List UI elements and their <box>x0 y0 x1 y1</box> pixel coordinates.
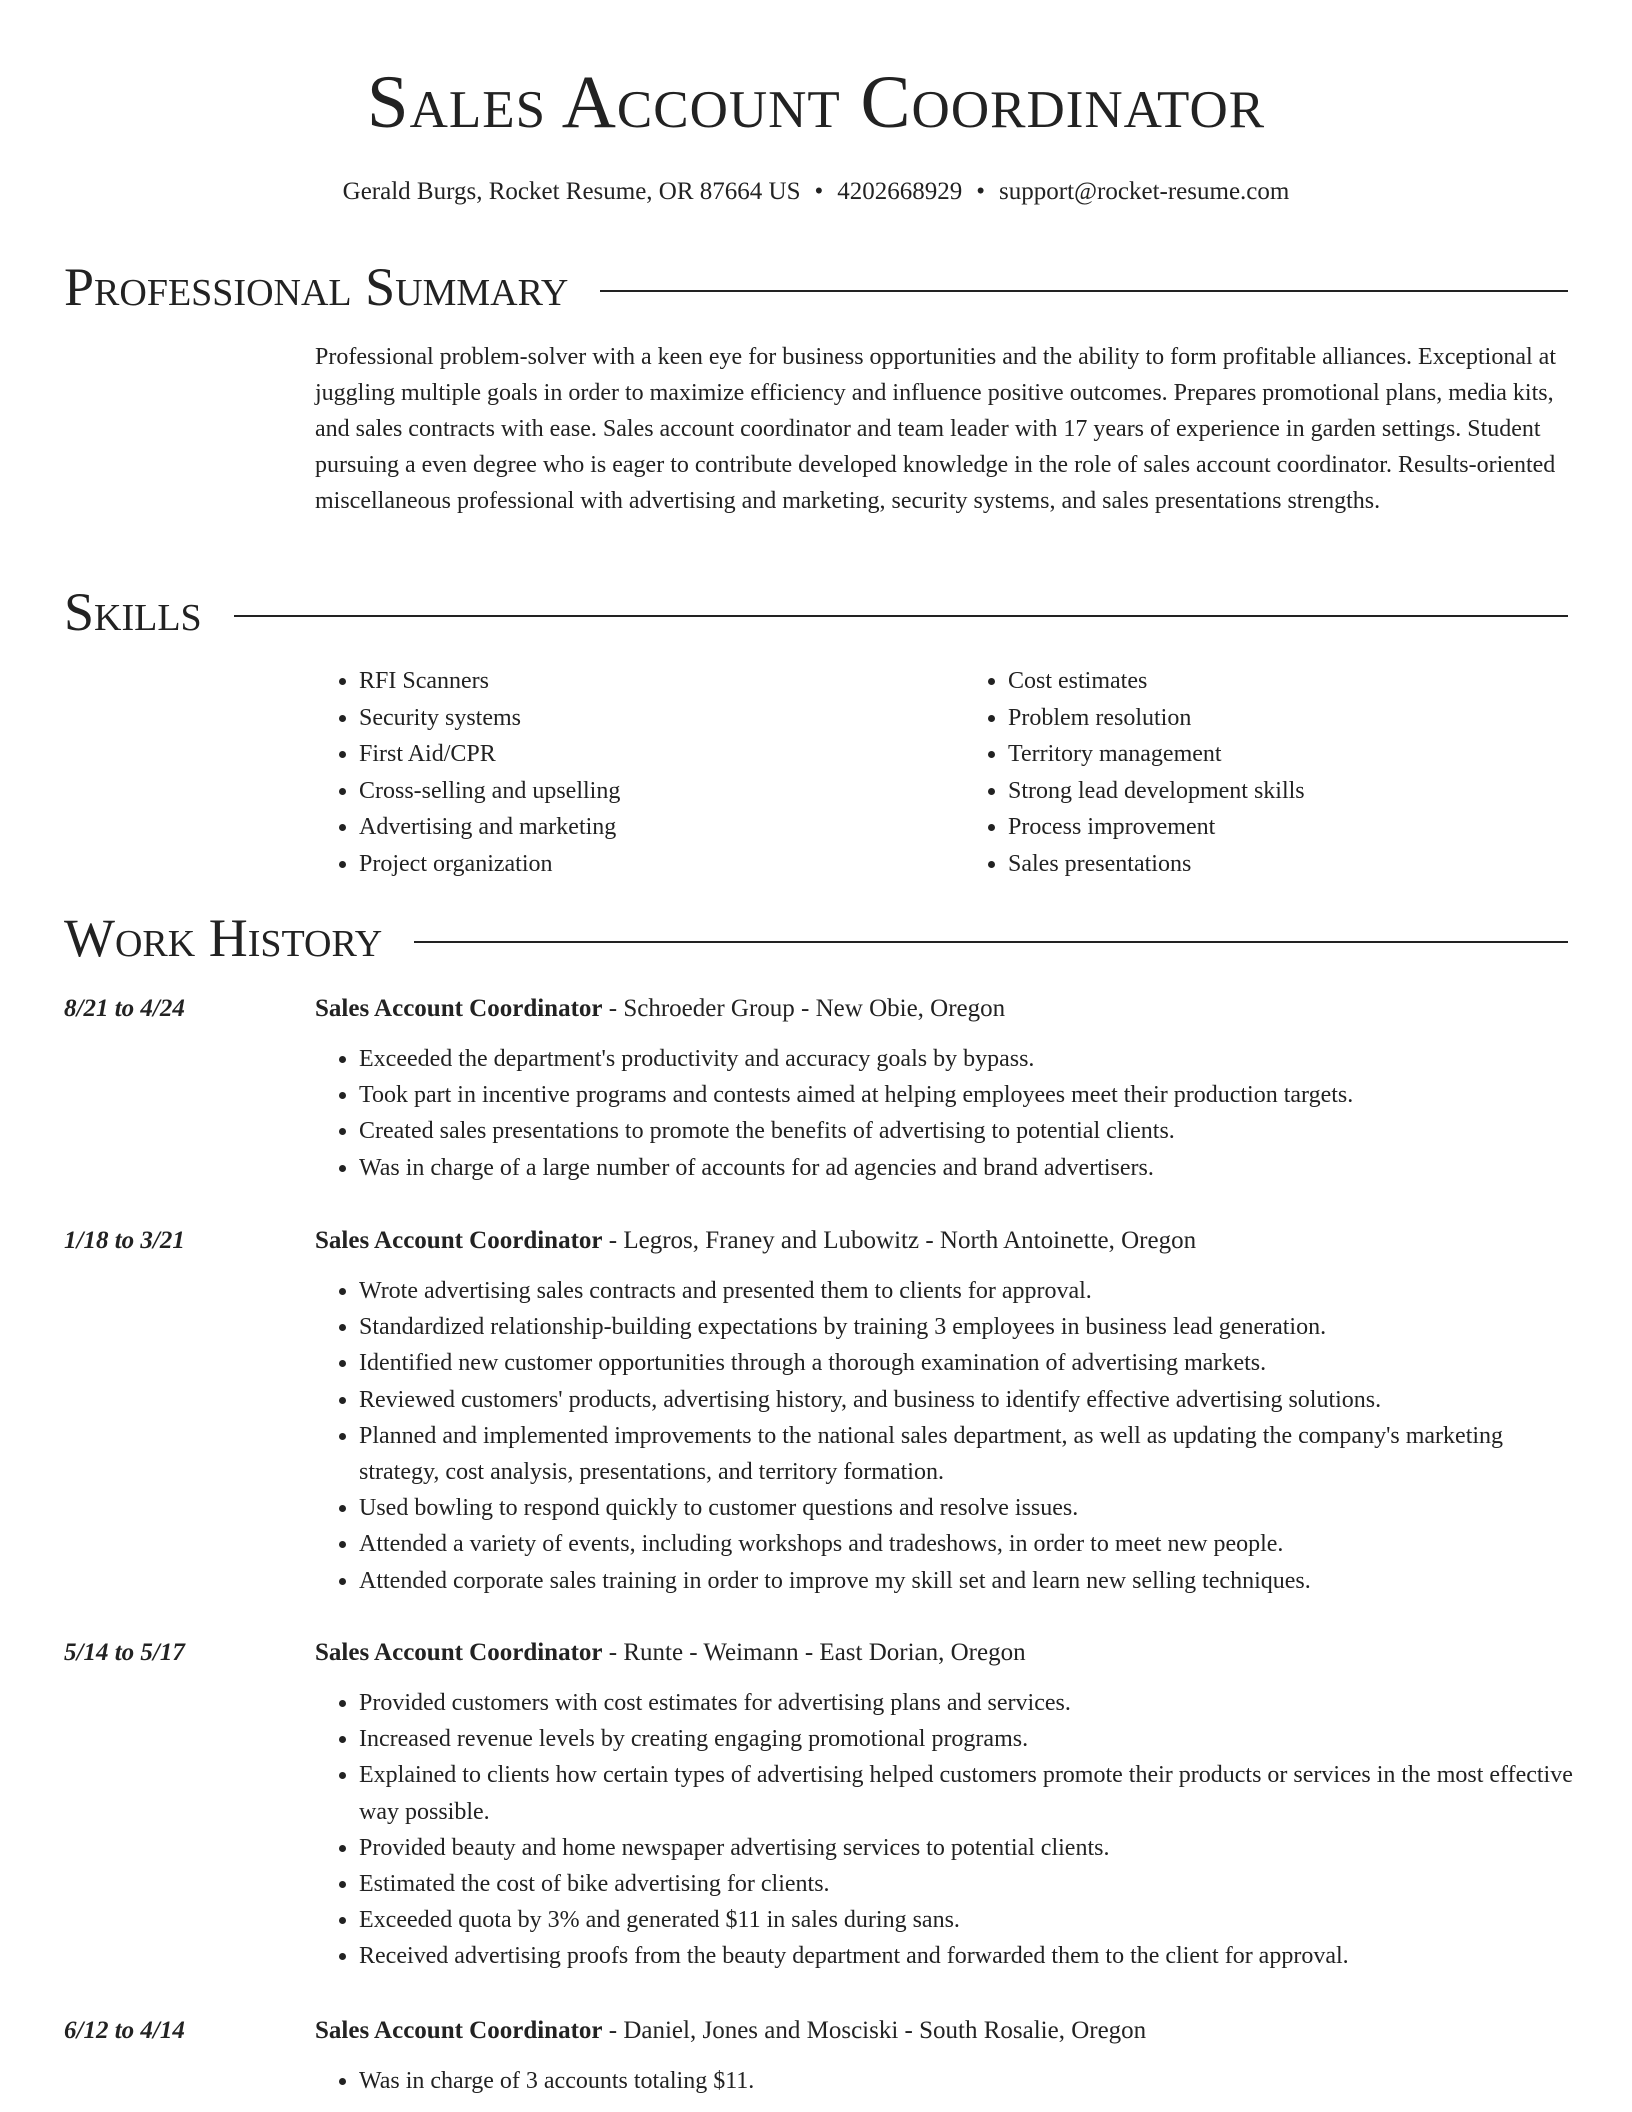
job-bullet: • Received advertising proofs from the beauty department and forwarded them to the client for approval. <box>359 1938 1575 1974</box>
job-bullet: • Wrote advertising sales contracts and presented them to clients for approval. <box>359 1273 1575 1309</box>
skills-section-header <box>64 580 1568 644</box>
job-bullets <box>315 2063 1575 2099</box>
skills-column-right <box>964 663 1568 882</box>
contact-address: Gerald Burgs, Rocket Resume, OR 87664 US <box>342 178 801 205</box>
job-role: Sales Account Coordinator <box>315 1227 603 1254</box>
skill-item: • Process improvement <box>1008 809 1568 846</box>
job-bullet: • Attended corporate sales training in order to improve my skill set and learn new selling techniques. <box>359 1563 1575 1599</box>
job-bullet: • Exceeded the department's productivity and accuracy goals by bypass. <box>359 1041 1575 1077</box>
summary-section-header <box>64 255 1568 319</box>
contact-email: support@rocket-resume.com <box>999 178 1290 205</box>
skill-item: • Project organization <box>359 846 919 883</box>
contact-separator: • <box>814 178 824 205</box>
skills-section-title: Skills <box>64 582 202 642</box>
job-role: Sales Account Coordinator <box>315 1639 603 1666</box>
work-section-title: Work History <box>64 908 383 968</box>
job-bullet: • Exceeded quota by 3% and generated $11 in sales during sans. <box>359 1902 1575 1938</box>
job-role: Sales Account Coordinator <box>315 2017 603 2044</box>
work-section-header <box>64 906 1568 970</box>
job-heading <box>315 1225 1575 1257</box>
job-heading <box>315 2015 1575 2047</box>
job-role: Sales Account Coordinator <box>315 995 603 1022</box>
section-divider <box>600 290 1568 292</box>
job-dates: 6/12 to 4/14 <box>64 2017 185 2044</box>
job-heading <box>315 1637 1575 1669</box>
skill-item: • First Aid/CPR <box>359 736 919 773</box>
job-bullet: • Standardized relationship-building expectations by training 3 employees in business lead generation. <box>359 1309 1575 1345</box>
job-bullet: • Provided customers with cost estimates for advertising plans and services. <box>359 1685 1575 1721</box>
job-employer: - Legros, Franey and Lubowitz - North Antoinette, Oregon <box>602 1227 1197 1254</box>
job-bullet: • Explained to clients how certain types of advertising helped customers promote their products or services in the most effective way possible. <box>359 1757 1575 1829</box>
skill-item: • Cross-selling and upselling <box>359 773 919 810</box>
job-bullet: • Reviewed customers' products, advertising history, and business to identify effective advertising solutions. <box>359 1382 1575 1418</box>
resume-title: Sales Account Coordinator <box>366 61 1266 144</box>
job-bullets <box>315 1273 1575 1599</box>
section-divider <box>234 615 1568 617</box>
job-bullets <box>315 1041 1575 1186</box>
job-employer: - Schroeder Group - New Obie, Oregon <box>602 995 1006 1022</box>
job-dates: 8/21 to 4/24 <box>64 995 185 1022</box>
summary-section-title: Professional Summary <box>64 257 569 317</box>
job-bullet: • Estimated the cost of bike advertising for clients. <box>359 1866 1575 1902</box>
skill-item: • Sales presentations <box>1008 846 1568 883</box>
contact-separator: • <box>976 178 986 205</box>
skills-list <box>315 663 1568 882</box>
skill-item: • Cost estimates <box>1008 663 1568 700</box>
job-dates: 1/18 to 3/21 <box>64 1227 185 1254</box>
job-employer: - Runte - Weimann - East Dorian, Oregon <box>602 1639 1026 1666</box>
job-bullet: • Took part in incentive programs and contests aimed at helping employees meet their production targets. <box>359 1077 1575 1113</box>
job-bullet: • Attended a variety of events, including workshops and tradeshows, in order to meet new people. <box>359 1526 1575 1562</box>
job-employer: - Daniel, Jones and Mosciski - South Rosalie, Oregon <box>602 2017 1147 2044</box>
job-bullet: • Was in charge of 3 accounts totaling $11. <box>359 2063 1575 2099</box>
skill-item: • Strong lead development skills <box>1008 773 1568 810</box>
job-bullet: • Created sales presentations to promote the benefits of advertising to potential clients. <box>359 1113 1575 1149</box>
job-bullet: • Provided beauty and home newspaper advertising services to potential clients. <box>359 1830 1575 1866</box>
section-divider <box>414 941 1568 943</box>
skill-item: • Territory management <box>1008 736 1568 773</box>
contact-phone: 4202668929 <box>837 178 963 205</box>
job-bullet: • Planned and implemented improvements to the national sales department, as well as updating the company's marketing strategy, cost analysis, presentations, and territory formation. <box>359 1418 1575 1490</box>
job-bullet: • Was in charge of a large number of accounts for ad agencies and brand advertisers. <box>359 1150 1575 1186</box>
job-bullet: • Increased revenue levels by creating engaging promotional programs. <box>359 1721 1575 1757</box>
job-bullet: • Used bowling to respond quickly to customer questions and resolve issues. <box>359 1490 1575 1526</box>
skill-item: • Advertising and marketing <box>359 809 919 846</box>
skill-item: • RFI Scanners <box>359 663 919 700</box>
job-bullets <box>315 1685 1575 1975</box>
job-bullet: • Identified new customer opportunities through a thorough examination of advertising markets. <box>359 1345 1575 1381</box>
job-heading <box>315 993 1575 1025</box>
skill-item: • Security systems <box>359 700 919 737</box>
summary-text: Professional problem-solver with a keen eye for business opportunities and the ability to form profitable alliances. Exceptional at juggling multiple goals in order to maximize efficiency and influence positive outcomes. Prepares promotional plans, media kits, and sales contracts with ease. Sales account coordinator and team leader with 17 years of experience in garden settings. Student pursuing a even degree who is eager to contribute developed knowledge in the role of sales account coordinator. Results-oriented miscellaneous professional with advertising and marketing, security systems, and sales presentations strengths. <box>315 344 1556 514</box>
contact-line <box>0 176 1632 208</box>
skill-item: • Problem resolution <box>1008 700 1568 737</box>
job-dates: 5/14 to 5/17 <box>64 1639 185 1666</box>
skills-column-left <box>315 663 919 882</box>
